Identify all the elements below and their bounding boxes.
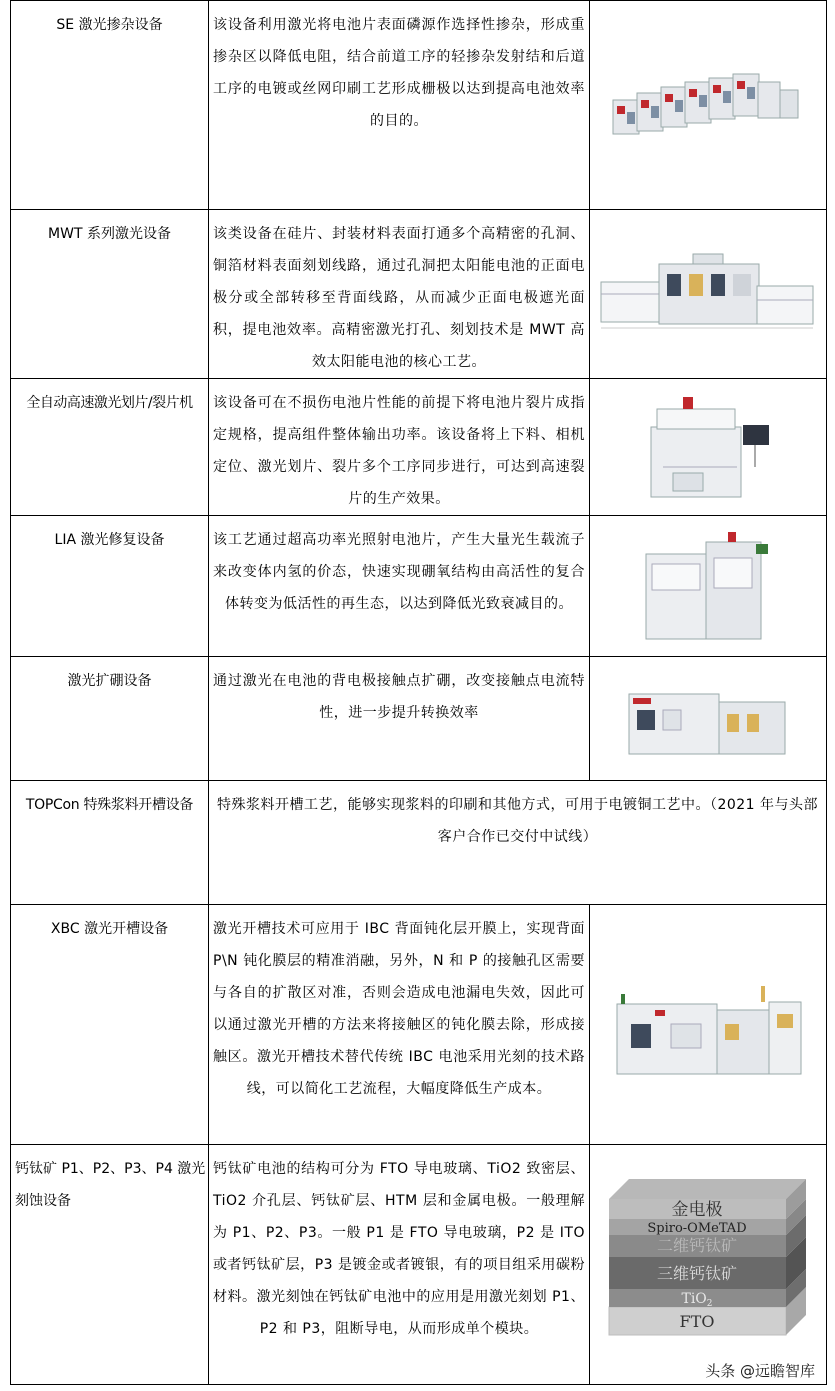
table-row [11, 657, 827, 781]
equipment-image-cell [590, 516, 827, 657]
se-laser-doping-machine-image [608, 60, 808, 150]
equipment-description: 通过激光在电池的背电极接触点扩硼，改变接触点电流特性，进一步提升转换效率 [209, 657, 590, 781]
table-row [11, 1145, 827, 1385]
equipment-image-cell [590, 1, 827, 210]
table-row [11, 781, 827, 905]
watermark: 头条 @远瞻智库 [699, 1358, 821, 1383]
equipment-image-cell [590, 210, 827, 379]
equipment-description: 该设备可在不损伤电池片性能的前提下将电池片裂片成指定规格，提高组件整体输出功率。该设备将上下料、相机定位、激光划片、裂片多个工序同步进行，可达到高速裂片的生产效果。 [209, 379, 590, 516]
equipment-image-cell [590, 905, 827, 1145]
equipment-description: 特殊浆料开槽工艺，能够实现浆料的印刷和其他方式，可用于电镀铜工艺中。（2021 年与头部客户合作已交付中试线） [209, 781, 827, 905]
table-row [11, 516, 827, 657]
equipment-description: 该设备利用激光将电池片表面磷源作选择性掺杂，形成重掺杂区以降低电阻，结合前道工序的轻掺杂发射结和后道工序的电镀或丝网印刷工艺形成栅极以达到提高电池效率的目的。 [209, 1, 590, 210]
equipment-description: 激光开槽技术可应用于 IBC 背面钝化层开膜上，实现背面 P\N 钝化膜层的精准消融，另外，N 和 P 的接触孔区需要与各自的扩散区对准，否则会造成电池漏电失效，因此可以通过激光开槽的方法来将接触区的钝化膜去除，形成接触区。激光开槽技术替代传统 IBC 电池采用光刻的技术路线，可以简化工艺流程，大幅度降低生产成本。 [209, 905, 590, 1145]
layer-label-gold: 金电极 [671, 1200, 722, 1220]
table-row [11, 379, 827, 516]
scribing-cleaving-machine-image [633, 387, 783, 507]
layer-label-fto: FTO [679, 1312, 714, 1331]
mwt-laser-machine-image [597, 244, 819, 344]
layer-label-tio2-sub: 2 [706, 1299, 713, 1309]
equipment-table [10, 0, 827, 1385]
equipment-description: 该工艺通过超高功率光照射电池片，产生大量光生载流子来改变体内氢的价态，快速实现硼氧结构由高活性的复合体转变为低活性的再生态，以达到降低光致衰减目的。 [209, 516, 590, 657]
table-row [11, 1, 827, 210]
equipment-name: LIA 激光修复设备 [11, 516, 209, 657]
equipment-image-cell [590, 657, 827, 781]
equipment-name: 全自动高速激光划片/裂片机 [11, 379, 209, 516]
layer-label-spiro: Spiro-OMeTAD [646, 1221, 747, 1236]
table-row [11, 210, 827, 379]
xbc-grooving-machine-image [611, 980, 806, 1080]
equipment-name: SE 激光掺杂设备 [11, 1, 209, 210]
equipment-name: 激光扩硼设备 [11, 657, 209, 781]
equipment-description: 钙钛矿电池的结构可分为 FTO 导电玻璃、TiO2 致密层、TiO2 介孔层、钙钛矿层、HTM 层和金属电极。一般理解为 P1、P2、P3。一般 P1 是 FTO 导电玻璃，P2 是 ITO 或者钙钛矿层，P3 是镀金或者镀银，有的项目组采用碳粉材料。激光刻蚀在钙钛矿电池中的应用是用激光刻划 P1、P2 和 P3，阻断导电，从而形成单个模块。 [209, 1145, 590, 1385]
layer-label-tio2-base: TiO [680, 1291, 707, 1307]
equipment-image-cell [590, 379, 827, 516]
equipment-name: 钙钛矿 P1、P2、P3、P4 激光刻蚀设备 [11, 1145, 209, 1385]
layer-label-2d-perovskite: 二维钙钛矿 [656, 1236, 737, 1255]
lia-repair-machine-image [638, 524, 778, 649]
table-row [11, 905, 827, 1145]
equipment-description: 该类设备在硅片、封装材料表面打通多个高精密的孔洞、铜箔材料表面刻划线路，通过孔洞把太阳能电池的正面电极分或全部转移至背面线路，从而减少正面电极遮光面积，提电池效率。高精密激光打孔、刻划技术是 MWT 高效太阳能电池的核心工艺。 [209, 210, 590, 379]
boron-diffusion-machine-image [623, 674, 793, 764]
equipment-image-cell [590, 1145, 827, 1385]
equipment-name: MWT 系列激光设备 [11, 210, 209, 379]
perovskite-layer-diagram [601, 1177, 816, 1352]
layer-label-3d-perovskite: 三维钙钛矿 [656, 1264, 737, 1283]
equipment-name: XBC 激光开槽设备 [11, 905, 209, 1145]
equipment-name: TOPCon 特殊浆料开槽设备 [11, 781, 209, 905]
